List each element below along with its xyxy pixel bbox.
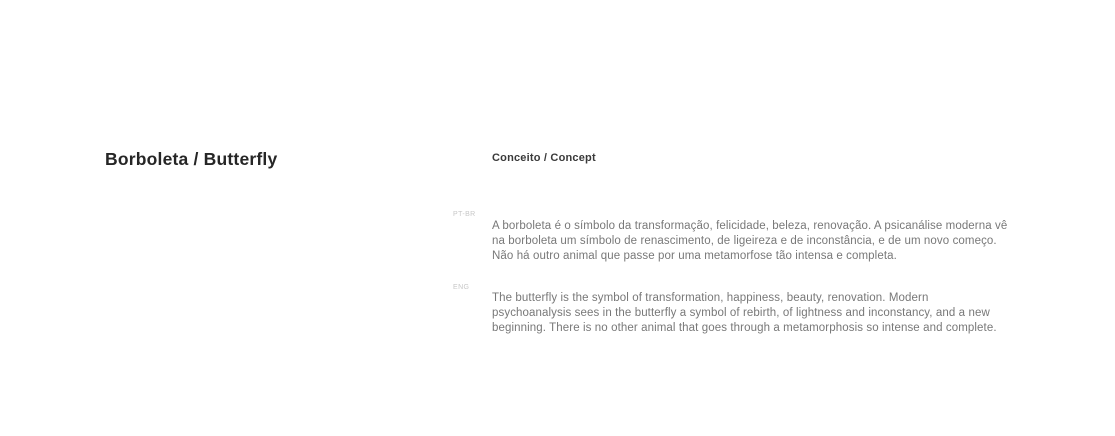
- concept-paragraph-english: The butterfly is the symbol of transformation, happiness, beauty, renovation. Modern psychoanalysis sees in the butterfly a symbol of rebirth, of lightness and inconstancy, and a new beginning. There is no other animal that goes through a metamorphosis so intense and complete.: [492, 291, 997, 334]
- language-label-pt-br: PT-BR: [453, 211, 476, 218]
- concept-paragraph-portuguese: A borboleta é o símbolo da transformação, felicidade, beleza, renovação. A psicanálise moderna vê na borboleta um símbolo de renascimento, de ligeireza e de inconstância, e de um novo começo. Não há outro animal que passe por uma metamorfose tão intensa e completa.: [492, 219, 1008, 262]
- language-label-eng: ENG: [453, 284, 470, 291]
- page-title: Borboleta / Butterfly: [105, 148, 278, 169]
- section-heading: Conceito / Concept: [492, 152, 596, 165]
